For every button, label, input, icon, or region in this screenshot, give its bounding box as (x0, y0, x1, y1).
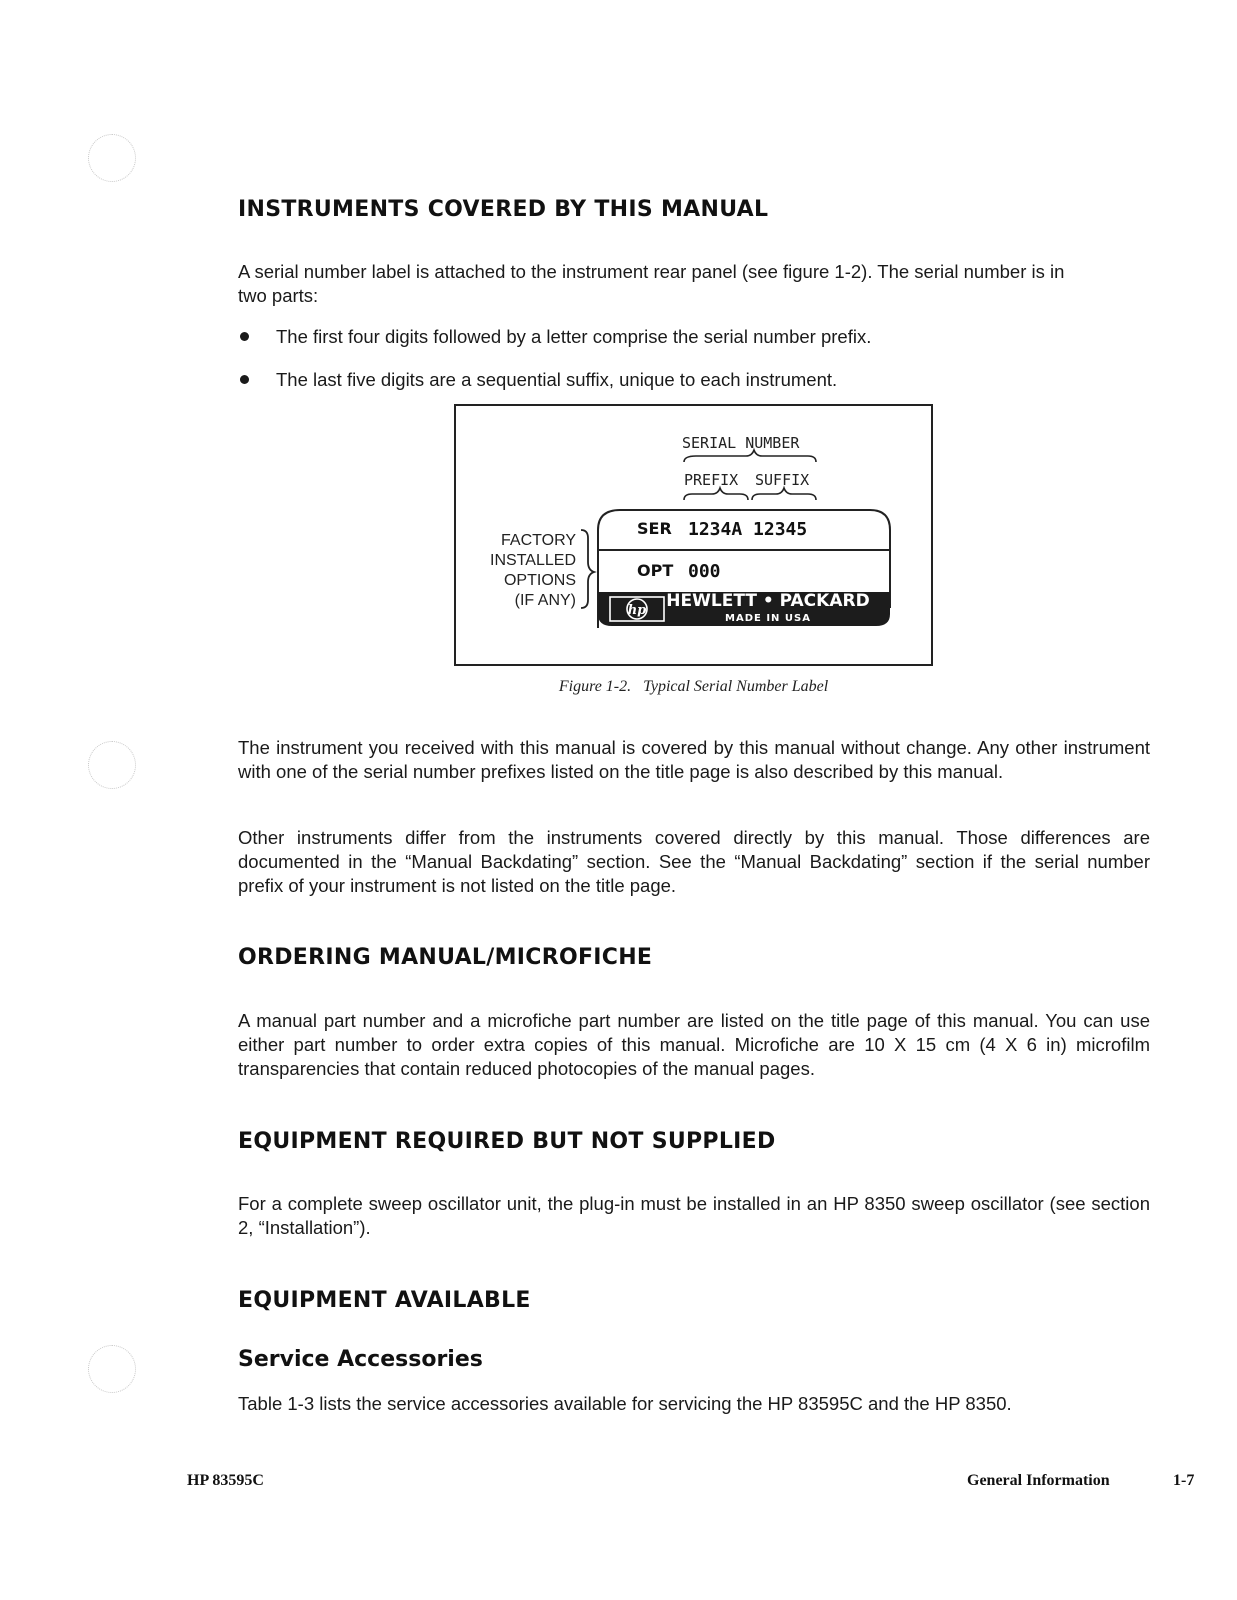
brand-name: HEWLETT • PACKARD (666, 591, 870, 611)
opt-tag: OPT (637, 561, 674, 580)
intro-line-2: two parts: (238, 285, 319, 306)
paragraph-ordering: A manual part number and a microfiche part number are listed on the title page of this manual. You can use either part number to order extra copies of this manual. Microfiche are 10 X 15 cm (4 X 6 in) microfilm transparencies that contain reduced photocopies of the manual pages. (238, 1010, 1150, 1079)
side-label-if-any: (IF ANY) (514, 592, 576, 609)
suffix-brace (752, 488, 816, 500)
side-label-factory: FACTORY (501, 532, 576, 549)
section-heading-equipment-required: EQUIPMENT REQUIRED BUT NOT SUPPLIED (238, 1129, 776, 1154)
paragraph-covered-instruments: The instrument you received with this manual is covered by this manual without change. Any other instrument with one of the serial number prefixes listed on the title page is also described by this manual. (238, 737, 1150, 782)
hp-logo-text: hp (627, 603, 647, 618)
opt-value: 000 (688, 561, 721, 582)
intro-line-1: A serial number label is attached to the instrument rear panel (see figure 1-2). The serial number is in (238, 261, 1065, 282)
footer-section: General Information (967, 1472, 1110, 1489)
serial-label-diagram (456, 406, 935, 668)
prefix-brace (684, 488, 748, 500)
bullet-dot (240, 375, 249, 384)
ser-tag: SER (637, 519, 672, 538)
subheading-service-accessories: Service Accessories (238, 1347, 483, 1372)
side-label-options: OPTIONS (503, 572, 576, 589)
figure-caption: Figure 1-2. Typical Serial Number Label (558, 678, 829, 695)
side-label-brace (581, 530, 594, 608)
bullet-text: The last five digits are a sequential suffix, unique to each instrument. (276, 369, 838, 390)
binder-hole-middle (88, 741, 136, 789)
suffix-label: SUFFIX (755, 471, 810, 489)
section-heading-ordering: ORDERING MANUAL/MICROFICHE (238, 945, 653, 970)
binder-hole-bottom (88, 1345, 136, 1393)
footer-page-number: 1-7 (1173, 1472, 1195, 1489)
section-heading-instruments-covered: INSTRUMENTS COVERED BY THIS MANUAL (238, 197, 769, 222)
ser-value: 1234A 12345 (688, 519, 808, 540)
paragraph-other-instruments: Other instruments differ from the instruments covered directly by this manual. Those differences are documented in the “Manual Backdating” section. See the “Manual Backdating” section if the serial number prefix of your instrument is not listed on the title page. (238, 827, 1150, 896)
binder-hole-top (88, 134, 136, 182)
section-heading-equipment-available: EQUIPMENT AVAILABLE (238, 1288, 531, 1313)
bullet-dot (240, 332, 249, 341)
bullet-text: The first four digits followed by a letter comprise the serial number prefix. (276, 326, 872, 347)
paragraph-service-accessories: Table 1-3 lists the service accessories available for servicing the HP 83595C and the HP 8350. (238, 1393, 1012, 1414)
serial-number-heading: SERIAL NUMBER (682, 434, 800, 452)
paragraph-equipment-required: For a complete sweep oscillator unit, the plug-in must be installed in an HP 8350 sweep oscillator (see section 2, “Installation”). (238, 1193, 1150, 1238)
made-in-usa: MADE IN USA (725, 613, 811, 624)
side-label-installed: INSTALLED (490, 552, 576, 569)
prefix-label: PREFIX (684, 471, 739, 489)
footer-model: HP 83595C (187, 1472, 264, 1489)
serial-label-figure (454, 404, 933, 666)
